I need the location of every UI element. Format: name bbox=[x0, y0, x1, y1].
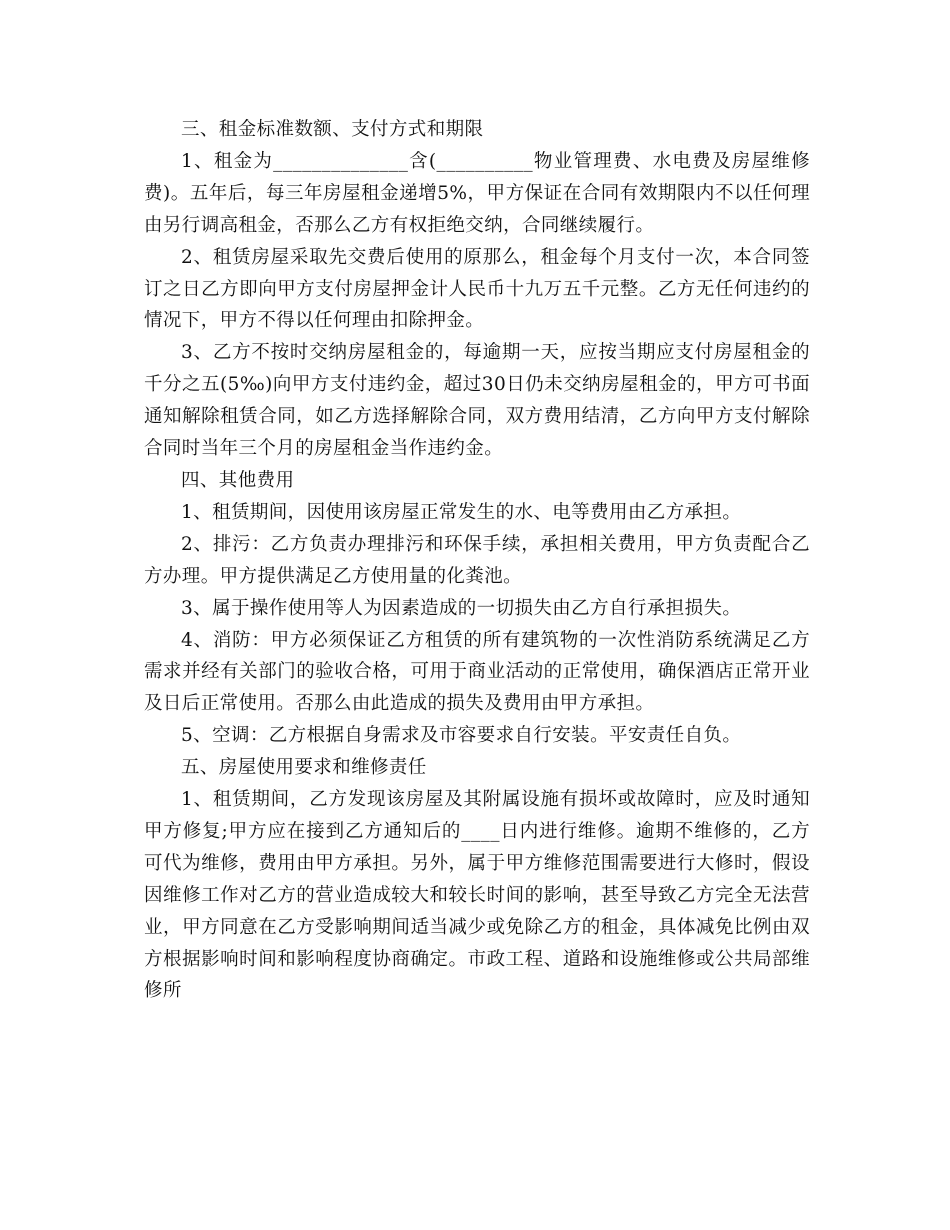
section-heading-maintenance: 五、房屋使用要求和维修责任 bbox=[181, 757, 427, 779]
paragraph-fire-protection: 4、消防：甲方必须保证乙方租赁的所有建筑物的一次性消防系统满足乙方需求并经有关部门的验收合格，可用于商业活动的正常使用，确保酒店正常开业及日后正常使用。否那么由此造成的损失及费用由甲方承担。 bbox=[144, 629, 810, 715]
paragraph-utilities: 1、租赁期间，因使用该房屋正常发生的水、电等费用由乙方承担。 bbox=[181, 501, 742, 523]
paragraph-rent-payment: 2、租赁房屋采取先交费后使用的原那么，租金每个月支付一次，本合同签订之日乙方即向甲方支付房屋押金计人民币十九万五千元整。乙方无任何违约的情况下，甲方不得以任何理由扣除押金。 bbox=[144, 246, 810, 332]
paragraph-air-conditioning: 5、空调：乙方根据自身需求及市容要求自行安装。平安责任自负。 bbox=[181, 725, 742, 747]
section-heading-rent: 三、租金标准数额、支付方式和期限 bbox=[181, 119, 484, 140]
paragraph-sewage: 2、排污：乙方负责办理排污和环保手续，承担相关费用，甲方负责配合乙方办理。甲方提供满足乙方使用量的化粪池。 bbox=[144, 533, 810, 587]
paragraph-late-payment: 3、乙方不按时交纳房屋租金的，每逾期一天，应按当期应支付房屋租金的千分之五(5‰)向甲方支付违约金，超过30日仍未交纳房屋租金的，甲方可书面通知解除租赁合同，如乙方选择解除合同，双方费用结清，乙方向甲方支付解除合同时当年三个月的房屋租金当作违约金。 bbox=[144, 342, 810, 460]
paragraph-rent-amount: 1、租金为______________含(__________物业管理费、水电费及房屋维修费)。五年后，每三年房屋租金递增5%，甲方保证在合同有效期限内不以任何理由另行调高租金，否那么乙方有权拒绝交纳，合同继续履行。 bbox=[144, 150, 810, 236]
paragraph-operation-loss: 3、属于操作使用等人为因素造成的一切损失由乙方自行承担损失。 bbox=[181, 597, 742, 619]
document-page bbox=[144, 114, 810, 1007]
section-heading-other-fees: 四、其他费用 bbox=[181, 469, 295, 491]
paragraph-repair-duty: 1、租赁期间，乙方发现该房屋及其附属设施有损坏或故障时，应及时通知甲方修复;甲方应在接到乙方通知后的____日内进行维修。逾期不维修的，乙方可代为维修，费用由甲方承担。另外，属于甲方维修范围需要进行大修时，假设因维修工作对乙方的营业造成较大和较长时间的影响，甚至导致乙方完全无法营业，甲方同意在乙方受影响期间适当减少或免除乙方的租金，具体减免比例由双方根据影响时间和影响程度协商确定。市政工程、道路和设施维修或公共局部维修所 bbox=[144, 789, 810, 1002]
